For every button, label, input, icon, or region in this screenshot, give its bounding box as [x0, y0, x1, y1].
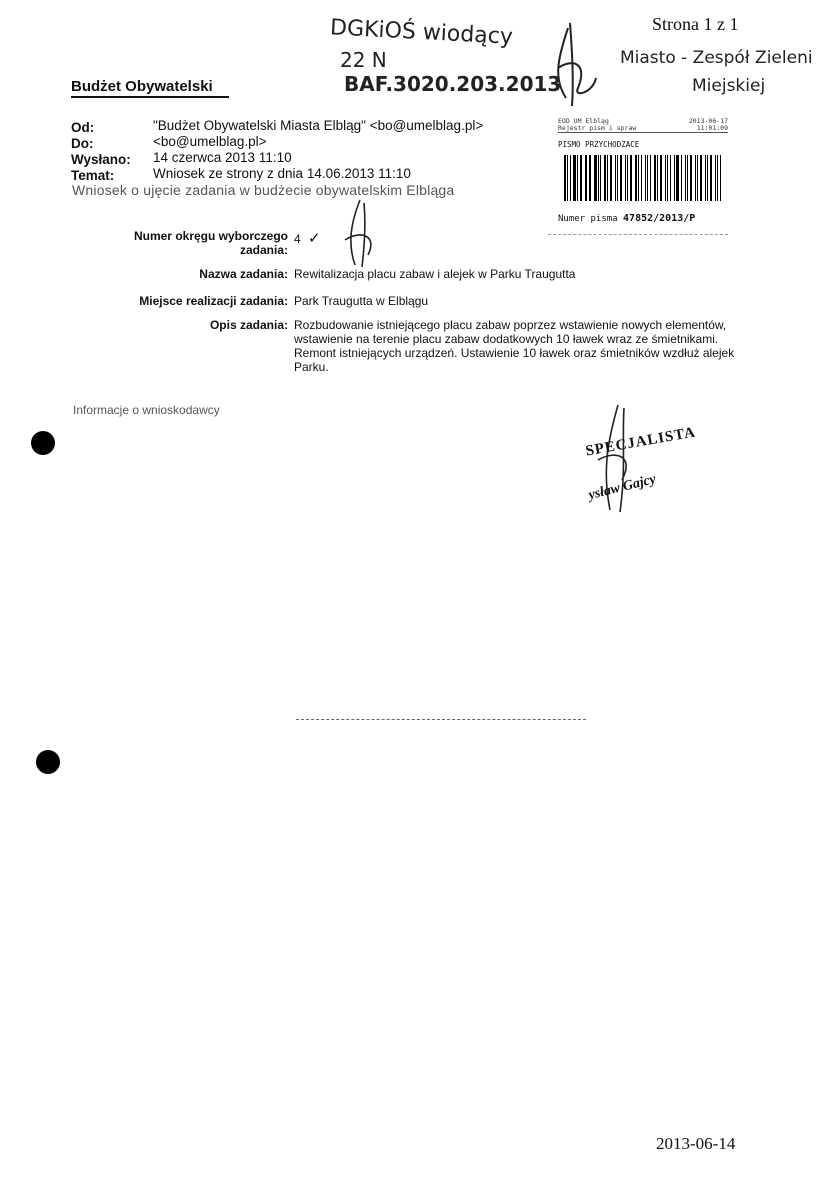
barcode-bar — [667, 155, 668, 201]
brand-title: Budżet Obywatelski — [71, 78, 213, 95]
barcode-bar — [681, 155, 682, 201]
barcode-bar — [570, 155, 571, 201]
stamp-number — [558, 213, 728, 224]
barcode-bar — [665, 155, 666, 201]
footer-date: 2013-06-14 — [656, 1134, 736, 1153]
subject-value: Wniosek ze strony z dnia 14.06.2013 11:10 — [153, 166, 411, 181]
from-label: Od: — [71, 120, 95, 135]
applicant-section-heading: Informacje o wnioskodawcy — [73, 403, 220, 417]
page-number: Strona 1 z 1 — [652, 14, 739, 34]
barcode — [564, 155, 724, 201]
task-name-value: Rewitalizacja placu zabaw i alejek w Parku Traugutta — [294, 267, 576, 281]
stamp-date: 2013-06-17 — [688, 117, 728, 125]
to-value: <bo@umelblag.pl> — [153, 134, 267, 149]
task-name-label: Nazwa zadania: — [199, 267, 288, 281]
barcode-bar — [676, 155, 679, 201]
barcode-bar — [589, 155, 591, 201]
handwritten-department-note: DGKiOŚ wiodący — [329, 15, 514, 50]
district-label-line1: Numer okręgu wyborczego — [133, 229, 288, 243]
stamp-subtitle: Rejestr pism i spraw — [558, 124, 637, 132]
barcode-bar — [620, 155, 622, 201]
barcode-bar — [598, 155, 599, 201]
barcode-bar — [715, 155, 716, 201]
barcode-bar — [594, 155, 597, 201]
barcode-bar — [707, 155, 708, 201]
barcode-bar — [690, 155, 692, 201]
stamp-dash-line — [548, 234, 728, 235]
sent-label: Wysłano: — [71, 152, 131, 167]
barcode-bar — [635, 155, 637, 201]
barcode-bar — [657, 155, 658, 201]
check-mark: ✓ — [308, 230, 321, 247]
from-value: "Budżet Obywatelski Miasta Elbląg" <bo@umelblag.pl> — [153, 118, 484, 133]
barcode-bar — [717, 155, 719, 201]
registry-stamp — [558, 118, 728, 224]
stamp-time: 11:01:09 — [696, 124, 728, 132]
brand-underline — [71, 96, 229, 98]
sent-value: 14 czerwca 2013 11:10 — [153, 150, 292, 165]
district-number: 4 — [294, 232, 301, 246]
signature-top — [548, 18, 598, 108]
barcode-bar — [564, 155, 566, 201]
subject-label: Temat: — [71, 168, 115, 183]
barcode-bar — [607, 155, 608, 201]
barcode-bar — [685, 155, 686, 201]
stamp-number-label: Numer pisma — [558, 214, 618, 224]
district-value — [294, 229, 321, 247]
barcode-bar — [645, 155, 647, 201]
barcode-bar — [695, 155, 696, 201]
location-label: Miejsce realizacji zadania: — [139, 294, 288, 308]
barcode-bar — [577, 155, 578, 201]
barcode-bar — [641, 155, 642, 201]
handwritten-recipient-note: Miasto - Zespół Zieleni — [620, 48, 813, 68]
barcode-bar — [573, 155, 576, 201]
barcode-bar — [697, 155, 698, 201]
barcode-bar — [580, 155, 582, 201]
barcode-bar — [660, 155, 662, 201]
barcode-bar — [647, 155, 648, 201]
barcode-bar — [585, 155, 586, 201]
description-label: Opis zadania: — [209, 318, 288, 332]
description-value: Rozbudowanie istniejącego placu zabaw poprzez wstawienie nowych elementów, wstawienie na terenie placu zabaw dodatkowych 10 ławek wraz ze śmietnikami. Remont istniejących urządzeń. Ustawienie 10 ławek oraz śmietników wzdłuż alejek Parku. — [294, 318, 735, 374]
punch-hole-top — [31, 431, 55, 455]
scan-dash-line — [296, 719, 586, 720]
barcode-bar — [650, 155, 651, 201]
stamp-type: PISMO PRZYCHODZACE — [558, 140, 640, 149]
district-label-line2: zadania: — [239, 243, 288, 257]
barcode-bar — [586, 155, 587, 201]
barcode-bar — [627, 155, 628, 201]
punch-hole-bottom — [36, 750, 60, 774]
barcode-bar — [705, 155, 706, 201]
barcode-bar — [654, 155, 657, 201]
location-value: Park Traugutta w Elblągu — [294, 294, 429, 308]
barcode-bar — [604, 155, 606, 201]
district-label — [68, 229, 288, 257]
barcode-bar — [687, 155, 689, 201]
barcode-bar — [567, 155, 568, 201]
specialist-stamp-name: ysław Gajcy — [587, 471, 658, 504]
stamp-office: EOD UM Elbląg — [558, 117, 609, 125]
barcode-bar — [710, 155, 712, 201]
barcode-bar — [674, 155, 675, 201]
barcode-bar — [670, 155, 672, 201]
barcode-bar — [720, 155, 721, 201]
specialist-stamp-title: SPECJALISTA — [584, 424, 698, 460]
barcode-bar — [617, 155, 618, 201]
handwritten-recipient-note-2: Miejskiej — [692, 76, 766, 96]
barcode-bar — [625, 155, 626, 201]
barcode-bar — [615, 155, 616, 201]
barcode-bar — [638, 155, 639, 201]
handwritten-case-number: BAF.3020.203.2013 — [344, 72, 562, 96]
barcode-bar — [610, 155, 613, 201]
handwritten-count-note: 22 N — [340, 48, 387, 72]
to-label: Do: — [71, 136, 94, 151]
signature-middle — [340, 195, 385, 270]
form-subtitle: Wniosek o ujęcie zadania w budżecie obywatelskim Elbląga — [72, 182, 455, 198]
barcode-bar — [630, 155, 633, 201]
barcode-bar — [600, 155, 601, 201]
stamp-number-value: 47852/2013/P — [623, 213, 696, 224]
barcode-bar — [700, 155, 703, 201]
